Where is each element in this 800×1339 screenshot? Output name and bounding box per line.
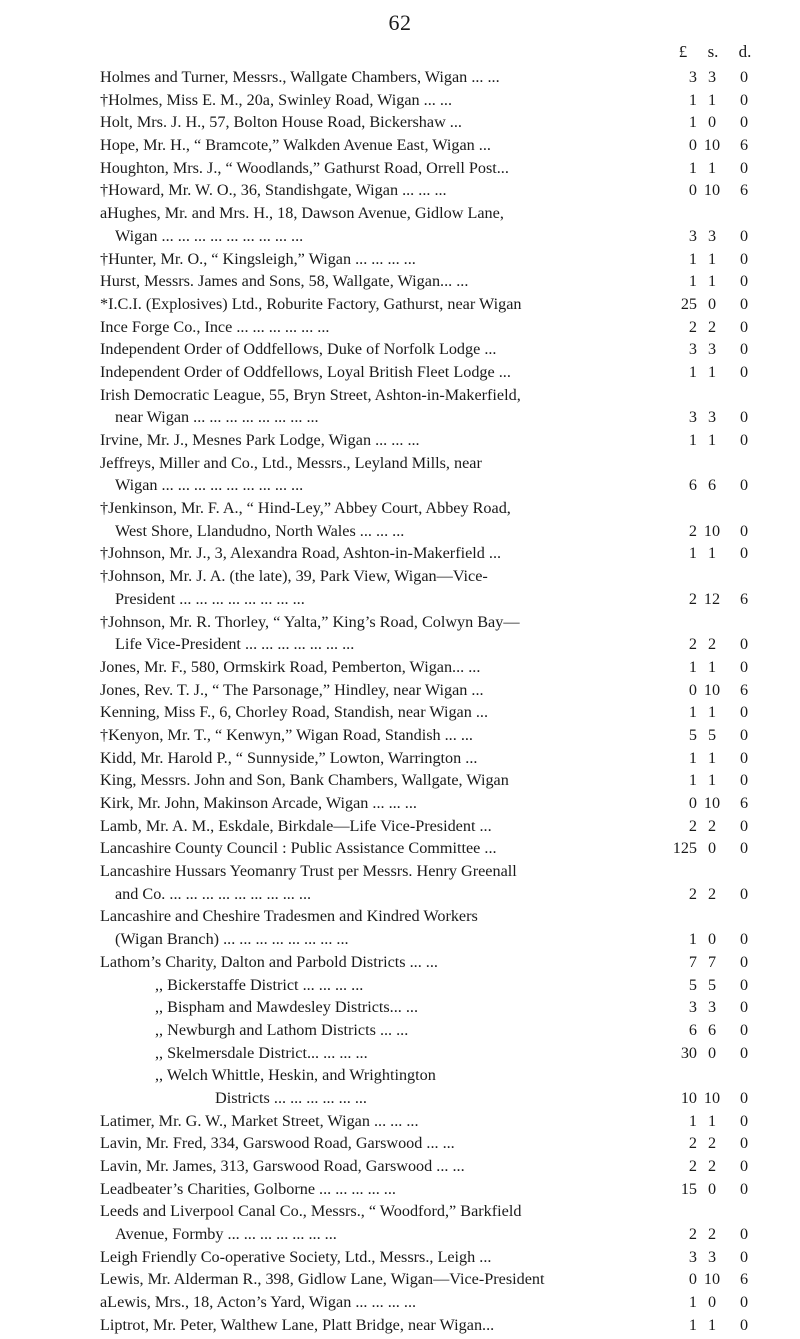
list-item <box>0 66 800 89</box>
amount-shillings: 0 <box>707 930 717 949</box>
amount-pounds: 2 <box>688 1134 697 1153</box>
list-item <box>0 293 800 316</box>
amount-shillings: 0 <box>707 113 717 132</box>
amount-pounds: 1 <box>688 544 697 563</box>
amount-shillings: 10 <box>703 521 721 540</box>
list-item <box>0 111 800 134</box>
entry-text: †Johnson, Mr. J. A. (the late), 39, Park View, Wigan—Vice- <box>100 567 488 586</box>
amount-shillings: 6 <box>707 476 717 495</box>
amount-pence: 0 <box>739 884 749 903</box>
amount-pence: 0 <box>739 1020 749 1039</box>
amount-shillings: 2 <box>707 816 717 835</box>
amount-shillings: 1 <box>707 158 717 177</box>
list-item <box>0 1314 800 1337</box>
amount-pounds: 1 <box>688 703 697 722</box>
amount-pounds: 1 <box>688 771 697 790</box>
entry-text: (Wigan Branch) ... ... ... ... ... ... ... ... <box>115 930 349 949</box>
entry-text: Lavin, Mr. James, 313, Garswood Road, Garswood ... ... <box>100 1157 465 1175</box>
entry-text: Lamb, Mr. A. M., Eskdale, Birkdale—Life Vice-President ... <box>100 816 492 835</box>
list-item <box>0 179 800 202</box>
amount-pounds: 1 <box>688 1111 697 1130</box>
amount-pence: 6 <box>739 794 749 812</box>
amount-pence: 0 <box>739 1247 749 1266</box>
entry-text: Kenning, Miss F., 6, Chorley Road, Standish, near Wigan ... <box>100 703 489 722</box>
amount-pounds: 0 <box>688 1270 697 1289</box>
list-item <box>0 202 800 225</box>
list-item <box>0 225 800 248</box>
entry-text: aLewis, Mrs., 18, Acton’s Yard, Wigan ... ... ... ... <box>100 1293 417 1312</box>
list-item <box>0 837 800 860</box>
entry-text: ,, Bickerstaffe District ... ... ... ... <box>155 975 364 994</box>
amount-pence: 0 <box>739 113 749 132</box>
amount-shillings: 10 <box>703 136 721 155</box>
list-item <box>0 951 800 974</box>
entry-text: ,, Welch Whittle, Heskin, and Wrightington <box>155 1066 436 1085</box>
amount-shillings: 2 <box>707 884 717 903</box>
list-item <box>0 701 800 724</box>
amount-shillings: 1 <box>707 362 717 381</box>
amount-shillings: 3 <box>707 340 717 359</box>
amount-pence: 0 <box>739 317 749 336</box>
amount-pounds: 1 <box>688 90 697 109</box>
amount-shillings: 6 <box>707 1020 717 1039</box>
entry-text: †Hunter, Mr. O., “ Kingsleigh,” Wigan ... ... ... ... <box>100 249 416 268</box>
amount-shillings: 1 <box>707 431 717 449</box>
entry-text: Independent Order of Oddfellows, Loyal British Fleet Lodge ... <box>100 362 511 381</box>
amount-pence: 0 <box>739 226 749 245</box>
list-item <box>0 883 800 906</box>
amount-pounds: 2 <box>688 816 697 835</box>
amount-pence: 0 <box>739 544 749 563</box>
entry-text: Districts ... ... ... ... ... ... <box>215 1088 367 1107</box>
list-item <box>0 1042 800 1065</box>
amount-pence: 0 <box>739 1157 749 1175</box>
amount-pence: 0 <box>739 748 749 767</box>
entry-text: Irish Democratic League, 55, Bryn Street, Ashton-in-Makerfield, <box>100 385 521 404</box>
entry-text: ,, Bispham and Mawdesley Districts... ... <box>155 998 419 1017</box>
amount-shillings: 2 <box>707 317 717 336</box>
shillings-header: s. <box>707 42 719 61</box>
amount-shillings: 1 <box>707 544 717 563</box>
amount-shillings: 3 <box>707 998 717 1017</box>
amount-shillings: 10 <box>703 181 721 200</box>
entry-text: Lewis, Mr. Alderman R., 398, Gidlow Lane, Wigan—Vice-President <box>100 1270 545 1289</box>
amount-shillings: 2 <box>707 635 717 654</box>
amount-pence: 0 <box>739 90 749 109</box>
amount-shillings: 2 <box>707 1225 717 1244</box>
entry-text: †Johnson, Mr. J., 3, Alexandra Road, Ashton-in-Makerfield ... <box>100 544 502 563</box>
amount-pounds: 3 <box>688 408 697 427</box>
amount-pounds: 1 <box>688 748 697 767</box>
amount-pounds: 15 <box>680 1179 697 1198</box>
entry-text: Irvine, Mr. J., Mesnes Park Lodge, Wigan ... ... ... <box>100 431 420 449</box>
list-item <box>0 1019 800 1042</box>
amount-pounds: 125 <box>672 839 697 858</box>
list-item <box>0 542 800 565</box>
entry-text: Wigan ... ... ... ... ... ... ... ... ... <box>115 476 304 495</box>
entry-text: Jones, Rev. T. J., “ The Parsonage,” Hindley, near Wigan ... <box>100 680 484 699</box>
entry-text: King, Messrs. John and Son, Bank Chambers, Wallgate, Wigan <box>100 771 509 790</box>
amount-pounds: 2 <box>688 884 697 903</box>
amount-pounds: 2 <box>688 1225 697 1244</box>
amount-pounds: 0 <box>688 136 697 155</box>
amount-pence: 0 <box>739 1293 749 1312</box>
entry-text: and Co. ... ... ... ... ... ... ... ... ... <box>115 884 312 903</box>
amount-pence: 0 <box>739 725 749 744</box>
amount-pounds: 1 <box>688 113 697 132</box>
amount-pence: 0 <box>739 340 749 359</box>
amount-pence: 0 <box>739 1111 749 1130</box>
amount-pence: 0 <box>739 158 749 177</box>
list-item <box>0 1291 800 1314</box>
entry-text: †Kenyon, Mr. T., “ Kenwyn,” Wigan Road, Standish ... ... <box>100 725 473 744</box>
entry-text: Independent Order of Oddfellows, Duke of Norfolk Lodge ... <box>100 340 497 359</box>
amount-pounds: 0 <box>688 794 697 812</box>
amount-shillings: 7 <box>707 952 717 971</box>
amount-pence: 0 <box>739 952 749 971</box>
amount-shillings: 2 <box>707 1157 717 1175</box>
entry-text: Leeds and Liverpool Canal Co., Messrs., “ Woodford,” Barkfield <box>100 1202 522 1221</box>
amount-pounds: 6 <box>688 476 697 495</box>
entry-text: †Howard, Mr. W. O., 36, Standishgate, Wigan ... ... ... <box>100 181 447 200</box>
amount-pence: 0 <box>739 431 749 449</box>
amount-pence: 6 <box>739 680 749 699</box>
list-item <box>0 338 800 361</box>
entry-text: †Johnson, Mr. R. Thorley, “ Yalta,” King’s Road, Colwyn Bay— <box>100 612 520 631</box>
entry-text: Lavin, Mr. Fred, 334, Garswood Road, Garswood ... ... <box>100 1134 455 1153</box>
amount-pence: 0 <box>739 839 749 858</box>
entry-text: Kirk, Mr. John, Makinson Arcade, Wigan ... ... ... <box>100 794 417 812</box>
entry-text: Lancashire County Council : Public Assistance Committee ... <box>100 839 497 858</box>
pounds-header: £ <box>678 42 688 61</box>
amount-shillings: 0 <box>707 1293 717 1312</box>
amount-pounds: 3 <box>688 226 697 245</box>
amount-shillings: 3 <box>707 226 717 245</box>
entry-text: Lancashire and Cheshire Tradesmen and Kindred Workers <box>100 907 478 926</box>
amount-pounds: 1 <box>688 362 697 381</box>
pence-header: d. <box>738 42 752 61</box>
amount-pounds: 3 <box>688 68 697 86</box>
amount-pence: 0 <box>739 1315 749 1334</box>
entry-text: ,, Skelmersdale District... ... ... ... <box>155 1043 368 1062</box>
amount-shillings: 2 <box>707 1134 717 1153</box>
entry-text: Liptrot, Mr. Peter, Walthew Lane, Platt Bridge, near Wigan... <box>100 1315 495 1334</box>
amount-shillings: 1 <box>707 272 717 291</box>
amount-pounds: 25 <box>680 294 697 313</box>
entry-text: Life Vice-President ... ... ... ... ... ... ... <box>115 635 355 654</box>
entry-text: Kidd, Mr. Harold P., “ Sunnyside,” Lowton, Warrington ... <box>100 748 478 767</box>
list-item <box>0 679 800 702</box>
list-item <box>0 406 800 429</box>
amount-pence: 0 <box>739 771 749 790</box>
amount-shillings: 3 <box>707 68 717 86</box>
amount-pounds: 30 <box>680 1043 697 1062</box>
list-item <box>0 270 800 293</box>
list-item <box>0 633 800 656</box>
entry-text: Ince Forge Co., Ince ... ... ... ... ... ... <box>100 317 330 336</box>
list-item <box>0 860 800 883</box>
amount-pounds: 5 <box>688 725 697 744</box>
entry-text: Holt, Mrs. J. H., 57, Bolton House Road, Bickershaw ... <box>100 113 462 132</box>
list-item <box>0 157 800 180</box>
list-item <box>0 1178 800 1201</box>
amount-pence: 0 <box>739 362 749 381</box>
amount-pence: 6 <box>739 136 749 155</box>
list-item <box>0 996 800 1019</box>
amount-pounds: 2 <box>688 521 697 540</box>
amount-pence: 0 <box>739 521 749 540</box>
list-item <box>0 429 800 452</box>
amount-shillings: 1 <box>707 249 717 268</box>
amount-shillings: 3 <box>707 408 717 427</box>
amount-pence: 6 <box>739 1270 749 1289</box>
entry-text: Hope, Mr. H., “ Bramcote,” Walkden Avenue East, Wigan ... <box>100 136 491 155</box>
entry-text: Wigan ... ... ... ... ... ... ... ... ... <box>115 226 304 245</box>
list-item <box>0 1268 800 1291</box>
amount-pence: 0 <box>739 272 749 291</box>
amount-pence: 6 <box>739 181 749 200</box>
amount-pounds: 2 <box>688 317 697 336</box>
list-item <box>0 1132 800 1155</box>
list-item <box>0 1064 800 1087</box>
amount-pounds: 3 <box>688 1247 697 1266</box>
entry-text: Jeffreys, Miller and Co., Ltd., Messrs., Leyland Mills, near <box>100 453 482 472</box>
amount-pence: 6 <box>739 589 749 608</box>
amount-pence: 0 <box>739 975 749 994</box>
amount-shillings: 10 <box>703 680 721 699</box>
list-item <box>0 520 800 543</box>
list-item <box>0 1155 800 1178</box>
list-item <box>0 474 800 497</box>
list-item <box>0 815 800 838</box>
list-item <box>0 565 800 588</box>
subscriber-list <box>0 66 800 1337</box>
amount-pence: 0 <box>739 1134 749 1153</box>
list-item <box>0 769 800 792</box>
amount-shillings: 1 <box>707 90 717 109</box>
entry-text: Leadbeater’s Charities, Golborne ... ... ... ... ... <box>100 1179 396 1198</box>
amount-pence: 0 <box>739 998 749 1017</box>
amount-shillings: 1 <box>707 748 717 767</box>
amount-pence: 0 <box>739 476 749 495</box>
list-item <box>0 1087 800 1110</box>
amount-pounds: 2 <box>688 589 697 608</box>
entry-text: Leigh Friendly Co-operative Society, Ltd., Messrs., Leigh ... <box>100 1247 492 1266</box>
list-item <box>0 384 800 407</box>
amount-shillings: 5 <box>707 725 717 744</box>
list-item <box>0 588 800 611</box>
page-number: 62 <box>388 10 412 35</box>
amount-shillings: 10 <box>703 1270 721 1289</box>
amount-pence: 0 <box>739 1225 749 1244</box>
amount-pence: 0 <box>739 703 749 722</box>
list-item <box>0 905 800 928</box>
entry-text: Jones, Mr. F., 580, Ormskirk Road, Pemberton, Wigan... ... <box>100 657 481 676</box>
amount-pounds: 1 <box>688 158 697 177</box>
amount-pence: 0 <box>739 294 749 313</box>
amount-pounds: 6 <box>688 1020 697 1039</box>
list-item <box>0 1223 800 1246</box>
amount-pounds: 0 <box>688 680 697 699</box>
list-item <box>0 724 800 747</box>
amount-shillings: 0 <box>707 294 717 313</box>
list-item <box>0 316 800 339</box>
list-item <box>0 134 800 157</box>
amount-shillings: 3 <box>707 1247 717 1266</box>
amount-pence: 0 <box>739 408 749 427</box>
amount-pounds: 1 <box>688 1293 697 1312</box>
entry-text: *I.C.I. (Explosives) Ltd., Roburite Factory, Gathurst, near Wigan <box>100 294 522 313</box>
amount-shillings: 5 <box>707 975 717 994</box>
amount-shillings: 1 <box>707 1315 717 1334</box>
entry-text: Hurst, Messrs. James and Sons, 58, Wallgate, Wigan... ... <box>100 272 469 291</box>
amount-shillings: 0 <box>707 839 717 858</box>
amount-pence: 0 <box>739 930 749 949</box>
amount-pence: 0 <box>739 816 749 835</box>
entry-text: Avenue, Formby ... ... ... ... ... ... ... <box>115 1225 337 1244</box>
amount-pounds: 2 <box>688 1157 697 1175</box>
amount-pounds: 1 <box>688 249 697 268</box>
list-item <box>0 361 800 384</box>
list-item <box>0 248 800 271</box>
amount-shillings: 1 <box>707 657 717 676</box>
amount-pence: 0 <box>739 68 749 86</box>
list-item <box>0 1246 800 1269</box>
list-item <box>0 452 800 475</box>
entry-text: Houghton, Mrs. J., “ Woodlands,” Gathurst Road, Orrell Post... <box>100 158 509 177</box>
amount-pounds: 1 <box>688 431 697 449</box>
entry-text: West Shore, Llandudno, North Wales ... ... ... <box>115 521 405 540</box>
amount-pence: 0 <box>739 635 749 654</box>
amount-shillings: 10 <box>703 794 721 812</box>
list-item <box>0 656 800 679</box>
entry-text: Latimer, Mr. G. W., Market Street, Wigan ... ... ... <box>100 1111 419 1130</box>
entry-text: †Jenkinson, Mr. F. A., “ Hind-Ley,” Abbey Court, Abbey Road, <box>100 499 511 518</box>
list-item <box>0 89 800 112</box>
entry-text: ,, Newburgh and Lathom Districts ... ... <box>155 1020 409 1039</box>
amount-shillings: 12 <box>703 589 721 608</box>
list-item <box>0 928 800 951</box>
list-item <box>0 497 800 520</box>
amount-pence: 0 <box>739 657 749 676</box>
amount-shillings: 10 <box>703 1088 721 1107</box>
list-item <box>0 974 800 997</box>
amount-shillings: 1 <box>707 1111 717 1130</box>
amount-pence: 0 <box>739 1043 749 1062</box>
amount-pounds: 1 <box>688 272 697 291</box>
entry-text: aHughes, Mr. and Mrs. H., 18, Dawson Avenue, Gidlow Lane, <box>100 204 504 223</box>
amount-shillings: 0 <box>707 1043 717 1062</box>
amount-pounds: 1 <box>688 657 697 676</box>
amount-pounds: 0 <box>688 181 697 200</box>
amount-shillings: 1 <box>707 771 717 790</box>
entry-text: President ... ... ... ... ... ... ... ... <box>115 589 305 608</box>
list-item <box>0 611 800 634</box>
amount-pounds: 1 <box>688 930 697 949</box>
amount-shillings: 0 <box>707 1179 717 1198</box>
amount-pence: 0 <box>739 1088 749 1107</box>
amount-pounds: 7 <box>688 952 697 971</box>
amount-pence: 0 <box>739 249 749 268</box>
entry-text: near Wigan ... ... ... ... ... ... ... ... <box>115 408 319 427</box>
entry-text: Lathom’s Charity, Dalton and Parbold Districts ... ... <box>100 952 438 971</box>
list-item <box>0 792 800 815</box>
entry-text: †Holmes, Miss E. M., 20a, Swinley Road, Wigan ... ... <box>100 90 453 109</box>
amount-pounds: 5 <box>688 975 697 994</box>
amount-pounds: 10 <box>680 1088 697 1107</box>
amount-pounds: 3 <box>688 340 697 359</box>
amount-pounds: 1 <box>688 1315 697 1334</box>
amount-shillings: 1 <box>707 703 717 722</box>
amount-pence: 0 <box>739 1179 749 1198</box>
amount-pounds: 2 <box>688 635 697 654</box>
list-item <box>0 1110 800 1133</box>
entry-text: Holmes and Turner, Messrs., Wallgate Chambers, Wigan ... ... <box>100 68 500 86</box>
amount-pounds: 3 <box>688 998 697 1017</box>
list-item <box>0 1200 800 1223</box>
entry-text: Lancashire Hussars Yeomanry Trust per Messrs. Henry Greenall <box>100 862 517 881</box>
list-item <box>0 747 800 770</box>
